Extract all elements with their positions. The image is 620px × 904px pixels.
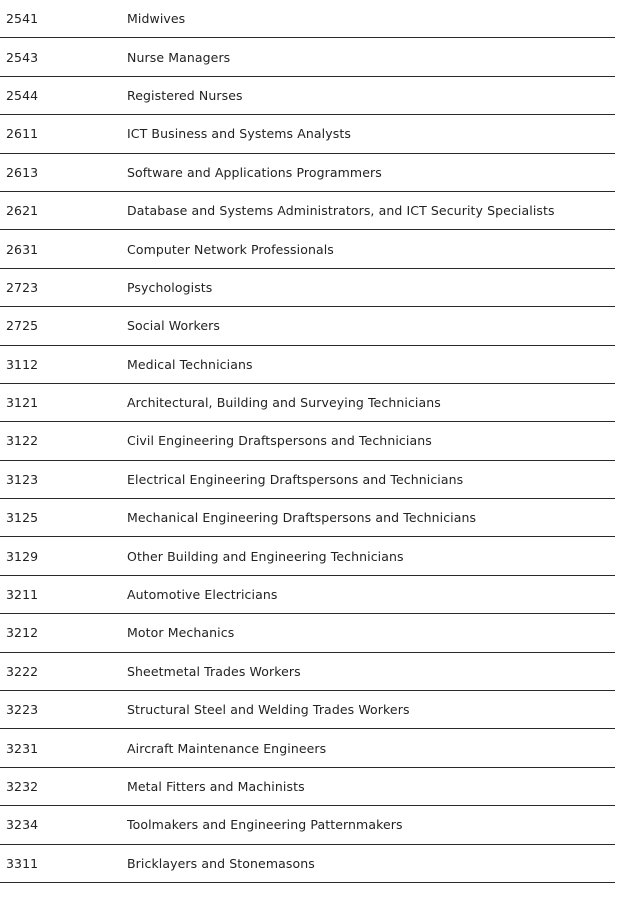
table-row <box>0 576 615 614</box>
occupation-title: Software and Applications Programmers <box>127 164 382 180</box>
table-row <box>0 269 615 307</box>
occupation-code: 3223 <box>6 702 39 718</box>
table-row <box>0 38 615 76</box>
occupation-title: Other Building and Engineering Technicians <box>127 548 404 564</box>
occupation-code: 2613 <box>6 164 39 180</box>
table-row <box>0 154 615 192</box>
occupation-code: 2723 <box>6 279 39 295</box>
occupation-title: Electrical Engineering Draftspersons and Technicians <box>127 471 464 487</box>
occupation-title: Sheetmetal Trades Workers <box>127 663 301 679</box>
occupation-title: Structural Steel and Welding Trades Workers <box>127 702 410 718</box>
occupation-title: ICT Business and Systems Analysts <box>127 126 351 142</box>
occupation-title: Bricklayers and Stonemasons <box>127 855 315 871</box>
table-row <box>0 845 615 883</box>
occupation-code: 2611 <box>6 126 39 142</box>
occupation-code: 2541 <box>6 11 39 27</box>
table-row <box>0 537 615 575</box>
occupation-code: 3125 <box>6 510 39 526</box>
occupation-title: Social Workers <box>127 318 220 334</box>
occupation-title: Psychologists <box>127 279 213 295</box>
occupation-code: 3231 <box>6 740 39 756</box>
occupation-code: 3232 <box>6 779 39 794</box>
occupation-code: 2725 <box>6 318 39 334</box>
occupation-title: Registered Nurses <box>127 87 243 103</box>
table-row <box>0 806 615 844</box>
occupation-title: Computer Network Professionals <box>127 241 334 257</box>
occupation-code: 3222 <box>6 663 39 679</box>
occupation-code: 3122 <box>6 433 39 449</box>
table-row <box>0 691 615 729</box>
table-row <box>0 230 615 268</box>
occupation-code: 2543 <box>6 49 39 65</box>
occupation-code: 3311 <box>6 855 39 871</box>
occupation-code: 2544 <box>6 87 39 103</box>
occupation-code: 3112 <box>6 356 39 372</box>
occupation-title: Aircraft Maintenance Engineers <box>127 740 327 756</box>
table-row <box>0 384 615 422</box>
occupation-code: 3211 <box>6 587 39 603</box>
table-row <box>0 729 615 767</box>
occupation-title: Motor Mechanics <box>127 625 235 641</box>
table-row <box>0 422 615 460</box>
occupation-title: Database and Systems Administrators, and ICT Security Specialists <box>127 203 555 219</box>
occupation-title: Civil Engineering Draftspersons and Technicians <box>127 433 432 449</box>
occupation-title: Toolmakers and Engineering Patternmakers <box>127 817 403 833</box>
table-row <box>0 0 615 38</box>
occupation-title: Nurse Managers <box>127 49 231 65</box>
occupation-code: 3121 <box>6 395 39 411</box>
table-row <box>0 768 615 806</box>
occupation-code: 3212 <box>6 625 39 641</box>
table-row <box>0 115 615 153</box>
occupation-code: 3129 <box>6 548 39 564</box>
occupation-title: Midwives <box>127 11 186 27</box>
occupation-title: Automotive Electricians <box>127 587 278 603</box>
occupation-code: 3123 <box>6 471 39 487</box>
occupation-title: Medical Technicians <box>127 356 253 372</box>
occupation-code: 3234 <box>6 817 39 833</box>
table-row <box>0 307 615 345</box>
occupation-title: Metal Fitters and Machinists <box>127 779 305 794</box>
occupation-code: 2621 <box>6 203 39 219</box>
table-row <box>0 653 615 691</box>
occupation-code: 2631 <box>6 241 39 257</box>
table-row <box>0 461 615 499</box>
table-row <box>0 499 615 537</box>
table-row <box>0 192 615 230</box>
occupation-title: Mechanical Engineering Draftspersons and Technicians <box>127 510 477 526</box>
table-row <box>0 346 615 384</box>
table-row <box>0 614 615 652</box>
occupation-title: Architectural, Building and Surveying Technicians <box>127 395 441 411</box>
table-row <box>0 77 615 115</box>
